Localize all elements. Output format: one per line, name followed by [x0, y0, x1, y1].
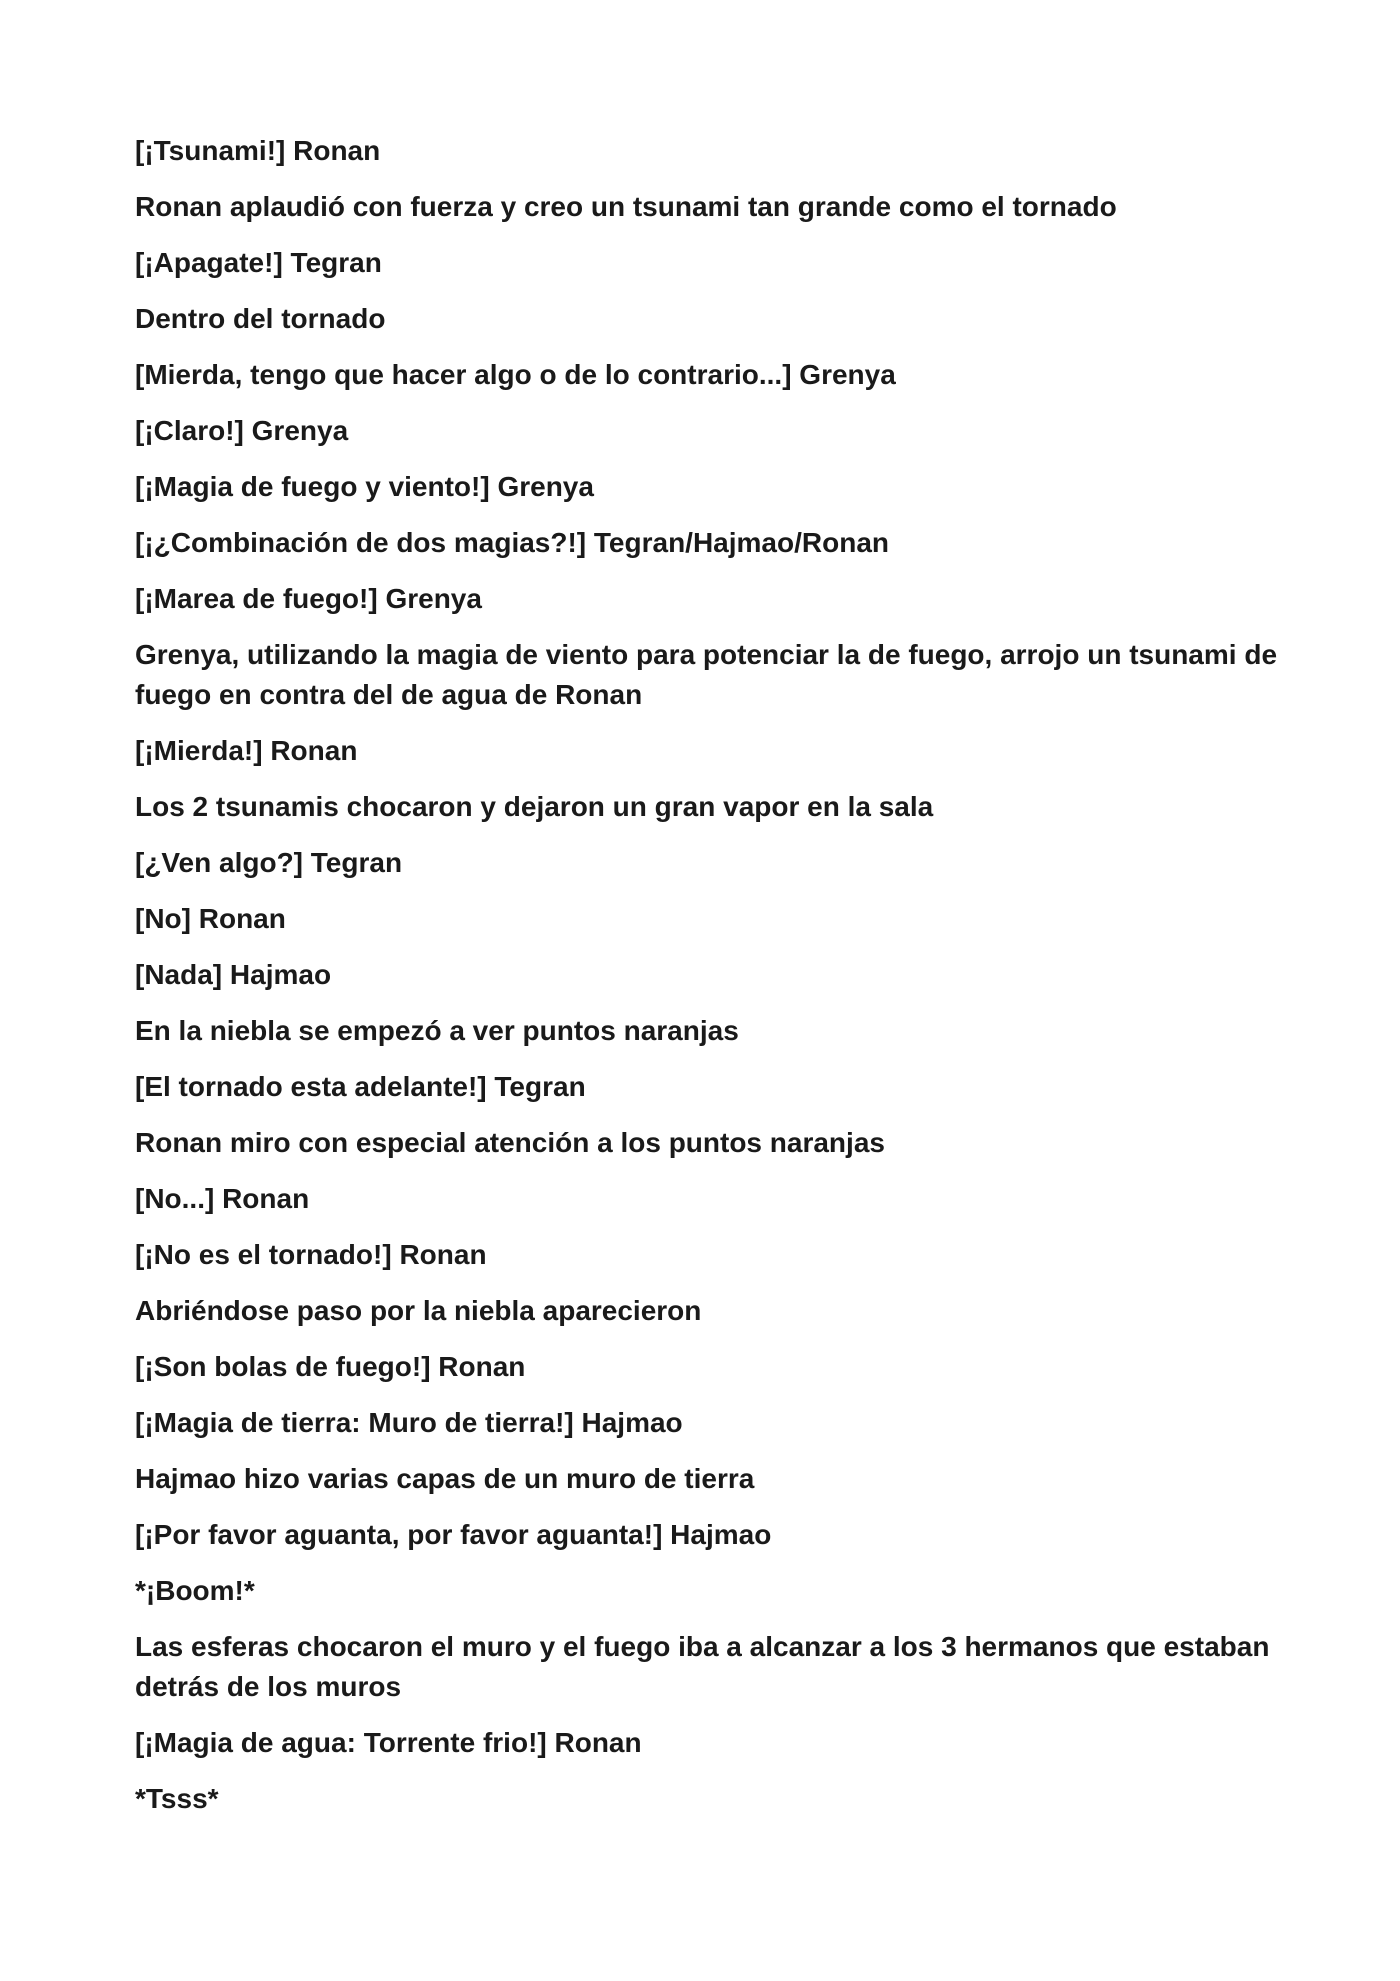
text-line: [¡Son bolas de fuego!] Ronan: [135, 1351, 526, 1382]
text-line: *Tsss*: [135, 1783, 219, 1814]
text-line: [¡Mierda!] Ronan: [135, 735, 358, 766]
text-line: Los 2 tsunamis chocaron y dejaron un gran vapor en la sala: [135, 791, 934, 822]
text-line: [¡Magia de tierra: Muro de tierra!] Hajmao: [135, 1407, 683, 1438]
text-line: [¡¿Combinación de dos magias?!] Tegran/Hajmao/Ronan: [135, 527, 889, 558]
text-line: [Nada] Hajmao: [135, 959, 332, 990]
text-line: [¡Claro!] Grenya: [135, 415, 349, 446]
text-line: [¡Marea de fuego!] Grenya: [135, 583, 482, 614]
text-line: [No...] Ronan: [135, 1183, 310, 1214]
text-line: [¡Por favor aguanta, por favor aguanta!] Hajmao: [135, 1519, 772, 1550]
text-line: Las esferas chocaron el muro y el fuego iba a alcanzar a los 3 hermanos que estaban detrás de los muros: [135, 1631, 1270, 1702]
text-line: [¡Tsunami!] Ronan: [135, 135, 381, 166]
text-line: En la niebla se empezó a ver puntos naranjas: [135, 1015, 739, 1046]
text-line: Abriéndose paso por la niebla aparecieron: [135, 1295, 702, 1326]
text-line: Ronan miro con especial atención a los puntos naranjas: [135, 1127, 885, 1158]
text-line: [No] Ronan: [135, 903, 286, 934]
text-line: [¡No es el tornado!] Ronan: [135, 1239, 487, 1270]
text-line: Ronan aplaudió con fuerza y creo un tsunami tan grande como el tornado: [135, 191, 1117, 222]
text-line: [¡Apagate!] Tegran: [135, 247, 382, 278]
text-line: [¡Magia de fuego y viento!] Grenya: [135, 471, 594, 502]
text-line: [¿Ven algo?] Tegran: [135, 847, 403, 878]
text-line: Dentro del tornado: [135, 303, 386, 334]
text-line: Grenya, utilizando la magia de viento para potenciar la de fuego, arrojo un tsunami de fuego en contra del de agua de Ronan: [135, 639, 1278, 710]
text-line: *¡Boom!*: [135, 1575, 255, 1606]
document-page: [135, 131, 1285, 1835]
text-line: [Mierda, tengo que hacer algo o de lo contrario...] Grenya: [135, 359, 896, 390]
text-line: [El tornado esta adelante!] Tegran: [135, 1071, 586, 1102]
text-line: Hajmao hizo varias capas de un muro de tierra: [135, 1463, 755, 1494]
text-line: [¡Magia de agua: Torrente frio!] Ronan: [135, 1727, 642, 1758]
